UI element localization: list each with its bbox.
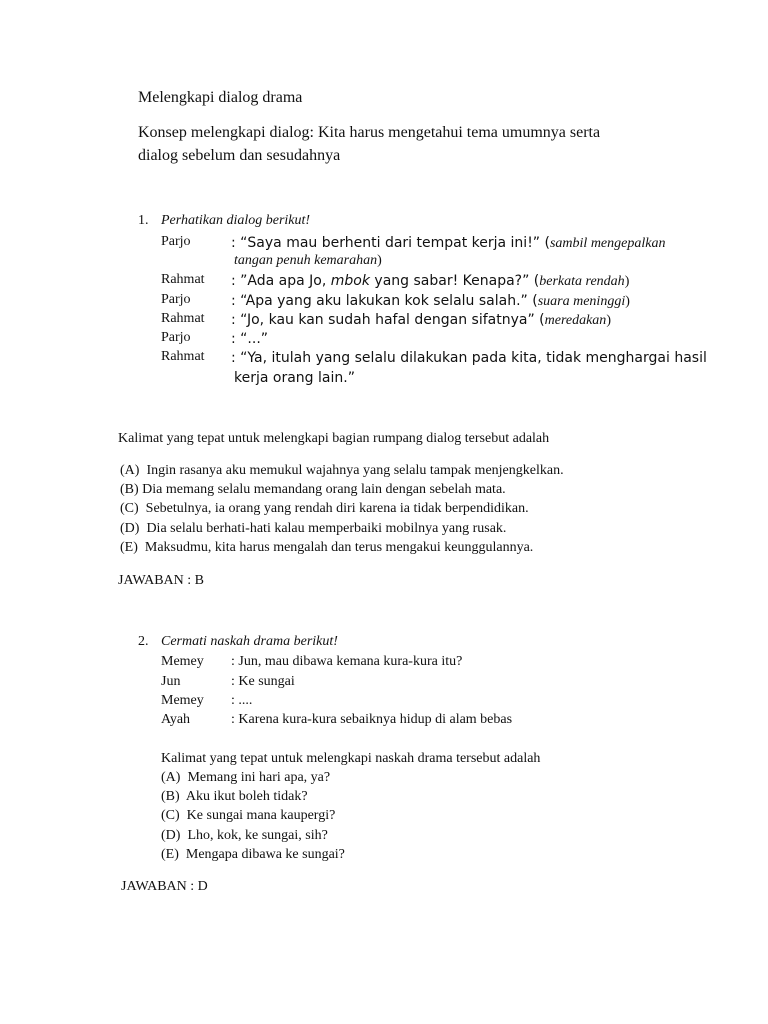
q1-dialog-line: : ”Ada apa Jo, mbok yang sabar! Kenapa?” (berkata rendah)	[231, 273, 630, 289]
q1-number: 1.	[138, 213, 149, 228]
q1-speaker: Rahmat	[161, 349, 205, 364]
q2-number: 2.	[138, 634, 149, 649]
q1-speaker: Rahmat	[161, 272, 205, 287]
q1-question: Kalimat yang tepat untuk melengkapi bagian rumpang dialog tersebut adalah	[118, 431, 550, 446]
q2-dialog-line: : Ke sungai	[231, 674, 295, 689]
q1-option-a[interactable]: (A) Ingin rasanya aku memukul wajahnya yang selalu tampak menjengkelkan.	[120, 463, 564, 478]
q2-option-c[interactable]: (C) Ke sungai mana kaupergi?	[161, 808, 336, 823]
q2-answer: JAWABAN : D	[121, 879, 208, 894]
q1-option-e[interactable]: (E) Maksudmu, kita harus mengalah dan terus mengakui keunggulannya.	[120, 540, 534, 555]
q1-option-d[interactable]: (D) Dia selalu berhati-hati kalau memperbaiki mobilnya yang rusak.	[120, 521, 507, 536]
q1-dialog-line-cont: kerja orang lain.”	[234, 370, 355, 386]
q2-instruction: Cermati naskah drama berikut!	[161, 634, 338, 649]
concept-line-2: dialog sebelum dan sesudahnya	[138, 147, 341, 164]
q1-option-c[interactable]: (C) Sebetulnya, ia orang yang rendah diri karena ia tidak berpendidikan.	[120, 501, 529, 516]
q1-dialog-line: : “Saya mau berhenti dari tempat kerja ini!” (sambil mengepalkan	[231, 235, 666, 251]
q2-option-e[interactable]: (E) Mengapa dibawa ke sungai?	[161, 847, 345, 862]
q1-speaker: Rahmat	[161, 311, 205, 326]
q2-speaker: Memey	[161, 654, 204, 669]
page-title: Melengkapi dialog drama	[138, 89, 303, 106]
q1-dialog-line-cont: tangan penuh kemarahan)	[234, 253, 382, 268]
q2-speaker: Ayah	[161, 712, 191, 727]
q2-option-d[interactable]: (D) Lho, kok, ke sungai, sih?	[161, 828, 328, 843]
q1-dialog-line: : “Jo, kau kan sudah hafal dengan sifatnya” (meredakan)	[231, 312, 611, 328]
q1-speaker: Parjo	[161, 234, 191, 249]
q1-dialog-line: : “Ya, itulah yang selalu dilakukan pada kita, tidak menghargai hasil	[231, 350, 707, 366]
q2-dialog-line: : Karena kura-kura sebaiknya hidup di alam bebas	[231, 712, 513, 727]
q1-speaker: Parjo	[161, 330, 191, 345]
q1-answer: JAWABAN : B	[118, 573, 204, 588]
q2-speaker: Jun	[161, 674, 181, 689]
q1-option-b[interactable]: (B) Dia memang selalu memandang orang lain dengan sebelah mata.	[120, 482, 506, 497]
q2-speaker: Memey	[161, 693, 204, 708]
q2-question: Kalimat yang tepat untuk melengkapi naskah drama tersebut adalah	[161, 751, 541, 766]
q1-dialog-line: : “...”	[231, 331, 269, 347]
q1-dialog-line: : “Apa yang aku lakukan kok selalu salah.” (suara meninggi)	[231, 293, 630, 309]
q2-dialog-line: : ....	[231, 693, 253, 708]
concept-line-1: Konsep melengkapi dialog: Kita harus mengetahui tema umumnya serta	[138, 124, 601, 141]
q1-instruction: Perhatikan dialog berikut!	[161, 213, 311, 228]
q2-dialog-line: : Jun, mau dibawa kemana kura-kura itu?	[231, 654, 463, 669]
q1-speaker: Parjo	[161, 292, 191, 307]
q2-option-b[interactable]: (B) Aku ikut boleh tidak?	[161, 789, 308, 804]
q2-option-a[interactable]: (A) Memang ini hari apa, ya?	[161, 770, 331, 785]
